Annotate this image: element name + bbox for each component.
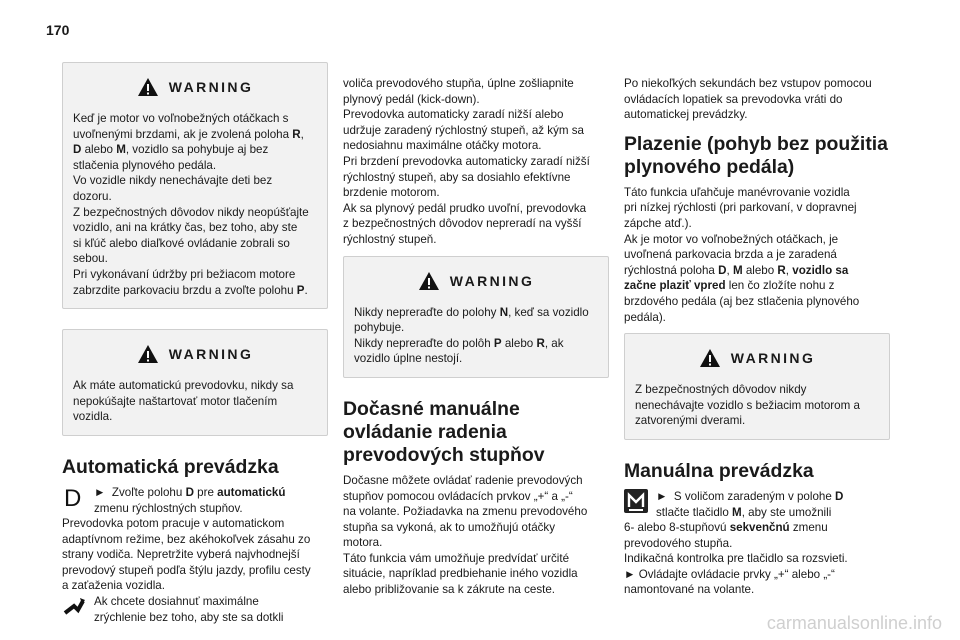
text-line: nepokúšajte naštartovať motor tlačením [73, 394, 278, 408]
text-line: rýchlostný stupeň, aby sa dosiahlo efektívne [343, 170, 571, 184]
kickdown-row [62, 594, 328, 625]
text-line: sebou. [73, 252, 108, 266]
text-line: Táto funkcia uľahčuje manévrovanie vozidla [624, 185, 850, 199]
text-line: stlačenia plynového pedála. [73, 158, 217, 172]
text-line: vozidlo úplne nestojí. [354, 352, 463, 366]
text-line: zmenu rýchlostných stupňov. [94, 501, 243, 515]
text-line: stlačte tlačidlo M, aby ste umožnili [656, 505, 832, 519]
text-line: brzdového pedála (aj bez stlačenia plynového [624, 294, 860, 308]
text-line: Z bezpečnostných dôvodov nikdy neopúšťajte [73, 205, 309, 219]
text-line: a zaťaženia vozidla. [62, 579, 165, 593]
text-line: Z bezpečnostných dôvodov nikdy [635, 383, 807, 397]
kickdown-icon [62, 594, 86, 618]
instruction [94, 594, 283, 625]
d-position-row [62, 485, 328, 516]
warning-title: WARNING [730, 350, 816, 367]
warning-triangle-icon [418, 271, 440, 291]
section-heading: Manuálna prevádzka [624, 459, 814, 482]
text-line: stupňov pomocou ovládacích prvkov „+“ a „-“ [343, 489, 573, 503]
text-line: Ak je motor vo voľnobežných otáčkach, je [624, 232, 839, 246]
instruction [656, 489, 843, 520]
warning-header [63, 63, 327, 111]
watermark: carmanualsonline.info [766, 613, 942, 633]
text-line: Nikdy nepreraďte do polohy N, keď sa vozidlo [354, 305, 589, 319]
text-line: adaptívnom režime, bez akéhokoľvek zásahu zo [62, 532, 311, 546]
warning-triangle-icon [137, 77, 159, 97]
text-line: nedosiahnu maximálne otáčky motora. [343, 139, 542, 153]
section-heading: Plazenie (pohyb bez použitia plynového pedála) [624, 132, 888, 178]
warning-header [63, 330, 327, 378]
text-line: pohybuje. [354, 321, 405, 335]
text-line: prevodového stupňa. [624, 536, 733, 550]
text-line: dozoru. [73, 189, 112, 203]
text-line: Keď je motor vo voľnobežných otáčkach s [73, 112, 289, 125]
d-position-icon [62, 485, 86, 509]
text-line: Dočasne môžete ovládať radenie prevodových [343, 473, 583, 487]
text-line: Pri brzdení prevodovka automaticky zaradí nižší [343, 154, 590, 168]
instruction [94, 485, 285, 516]
text-line: Po niekoľkých sekundách bez vstupov pomocou [624, 77, 872, 90]
warning-title: WARNING [168, 346, 254, 363]
text-line: Vo vozidle nikdy nenechávajte deti bez [73, 174, 273, 188]
text-line: pri nízkej rýchlosti (pri parkovaní, v dopravnej [624, 201, 857, 215]
text-line: prevodový stupeň podľa štýlu jazdy, profilu cesty [62, 563, 311, 577]
text-line: udržuje zaradený rýchlostný stupeň, až kým sa [343, 123, 585, 137]
text-line: Ak chcete dosiahnuť maximálne [94, 595, 259, 609]
text-line: z bezpečnostných dôvodov nepreradí na vyšší [343, 217, 582, 231]
text-line: nenechávajte vozidlo s bežiacim motorom a [635, 398, 860, 412]
text-line: rýchlostný stupeň. [343, 232, 437, 246]
text-line: ovládacích lopatiek sa prevodovka vráti do [624, 92, 843, 106]
text-line: Nikdy nepreraďte do polôh P alebo R, ak [354, 336, 564, 350]
warning-box-3 [343, 256, 609, 378]
text-line: začne plaziť vpred len čo zložíte nohu z [624, 279, 835, 293]
warning-triangle-icon [699, 348, 721, 368]
warning-header [625, 334, 889, 382]
text-line: D alebo M, vozidlo sa pohybuje aj bez [73, 143, 269, 157]
m-button-icon [624, 489, 648, 513]
text-line: zápche atď.). [624, 216, 692, 230]
warning-text [625, 382, 889, 439]
warning-text [63, 378, 327, 435]
text-line: ► Ovládajte ovládacie prvky „+“ alebo „-“ [624, 567, 835, 581]
warning-title: WARNING [168, 79, 254, 95]
text-line: vozidla. [73, 410, 113, 424]
text-line: brzdenie motorom. [343, 186, 440, 200]
warning-header [344, 257, 608, 305]
text-line: zatvorenými dverami. [635, 414, 746, 428]
text-line: zrýchlenie bez toho, aby ste sa dotkli [94, 610, 284, 624]
section-heading: Automatická prevádzka [62, 455, 279, 478]
warning-triangle-icon [137, 344, 159, 364]
text-line: strany vodiča. Nepretržite vyberá najvhodnejší [62, 548, 300, 562]
warning-box-2 [62, 329, 328, 436]
svg-text:D: D [64, 484, 82, 509]
warning-text [63, 111, 327, 308]
text-line: ► Zvoľte polohu D pre automatickú [94, 485, 286, 499]
text-line: Prevodovka potom pracuje v automatickom [62, 517, 285, 531]
text-line: vozidlo, ani na krátky čas, bez toho, aby ste [73, 221, 298, 235]
text-line: Indikačná kontrolka pre tlačidlo sa rozsvieti. [624, 552, 848, 566]
text-line: Ak máte automatickú prevodovku, nikdy sa [73, 379, 294, 393]
text-line: si kľúč alebo diaľkové ovládanie zobrali so [73, 236, 290, 250]
text-line: automatickej prevádzky. [624, 108, 748, 122]
text-line: ► S voličom zaradeným v polohe D [656, 489, 844, 503]
warning-text [344, 305, 608, 377]
text-line: 6- alebo 8-stupňovú sekvenčnú zmenu [624, 521, 828, 535]
column-1 [62, 62, 328, 625]
text-line: stupňa sa vykoná, ak to umožňujú otáčky [343, 520, 556, 534]
text-line: uvoľnenými brzdami, ak je zvolená poloha R, [73, 127, 304, 141]
text-line: pedála). [624, 310, 666, 324]
page-number: 170 [46, 22, 70, 38]
text-line: motora. [343, 536, 383, 550]
warning-box-4 [624, 333, 890, 440]
text-line: namontované na volante. [624, 583, 755, 597]
text-line: Táto funkcia vám umožňuje predvídať určité [343, 551, 570, 565]
text-line: uvoľnená parkovacia brzda a je zaradená [624, 248, 837, 262]
text-line: plynový pedál (kick-down). [343, 92, 480, 106]
text-line: Pri vykonávaní údržby pri bežiacom motore [73, 267, 296, 281]
text-line: voliča prevodového stupňa, úplne zošliapnite [343, 77, 574, 90]
text-line: situácie, napríklad predbiehanie iného vozidla [343, 567, 578, 581]
text-line: alebo približovanie sa k zákrute na ceste. [343, 583, 556, 597]
section-heading: Dočasné manuálne ovládanie radenia prevodových stupňov [343, 397, 545, 466]
text-line: rýchlostná poloha D, M alebo R, vozidlo sa [624, 263, 849, 277]
warning-box-1 [62, 62, 328, 309]
text-line: Ak sa plynový pedál prudko uvoľní, prevodovka [343, 201, 587, 215]
m-button-row [624, 489, 890, 520]
text-line: zabrzdite parkovaciu brzdu a zvoľte polohu P. [73, 283, 308, 297]
column-2 [343, 76, 609, 598]
text-line: na volante. Požiadavka na zmenu prevodového [343, 505, 588, 519]
warning-title: WARNING [449, 272, 535, 289]
column-3 [624, 76, 890, 598]
text-line: Prevodovka automaticky zaradí nižší alebo [343, 108, 564, 122]
